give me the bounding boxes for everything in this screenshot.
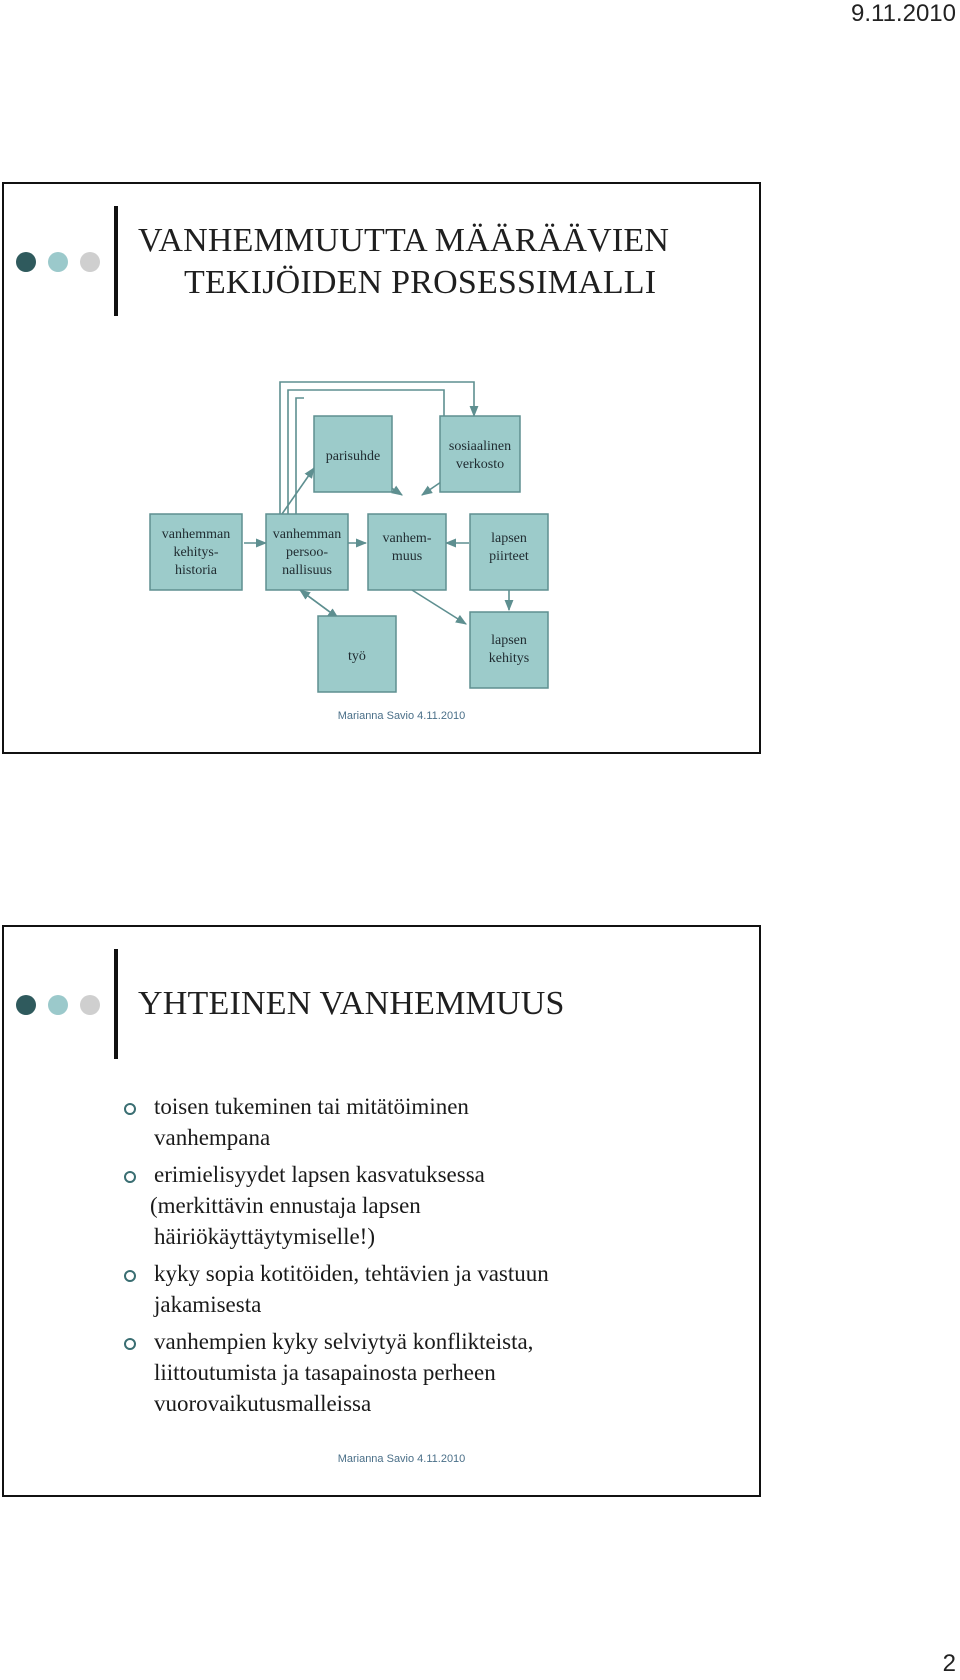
diagram-box-tyo — [318, 616, 396, 692]
svg-text:persoo-: persoo- — [286, 545, 328, 560]
list-item: toisen tukeminen tai mitätöiminen vanhempana — [154, 1091, 714, 1153]
slide-footer: Marianna Savio 4.11.2010 — [337, 1453, 466, 1465]
bullet-icon — [124, 1103, 136, 1115]
diagram-box-persoonallisuus — [266, 514, 348, 590]
light-dot-icon — [48, 995, 68, 1015]
svg-text:vanhemman: vanhemman — [161, 527, 231, 542]
svg-text:kehitys-: kehitys- — [173, 545, 219, 560]
svg-text:piirteet: piirteet — [489, 549, 529, 564]
svg-text:sosiaalinen: sosiaalinen — [448, 439, 512, 454]
svg-text:vanhem-: vanhem- — [382, 531, 432, 546]
dark-dot-icon — [16, 995, 36, 1015]
bullet-icon — [124, 1171, 136, 1183]
list-item: vanhempien kyky selviytyä konflikteista, liittoutumista ja tasapainosta perheen vuorovaikutusmalleissa — [154, 1326, 714, 1419]
title-line-2: TEKIJÖIDEN PROSESSIMALLI — [184, 264, 657, 301]
svg-text:nallisuus: nallisuus — [282, 563, 332, 578]
svg-text:kehitys: kehitys — [488, 651, 530, 666]
diagram-box-kehityshistoria — [150, 514, 242, 590]
list-item: erimielisyydet lapsen kasvatuksessa (merkittävin ennustaja lapsen häiriökäyttäytymiselle!) — [154, 1159, 714, 1252]
page-date: 9.11.2010 — [851, 0, 956, 27]
svg-text:muus: muus — [391, 549, 423, 564]
grey-dot-icon — [80, 995, 100, 1015]
diagram-box-lapsen-piirteet — [470, 514, 548, 590]
svg-text:lapsen: lapsen — [491, 633, 527, 648]
slide-shared-parenthood — [2, 925, 761, 1497]
slide-footer: Marianna Savio 4.11.2010 — [337, 710, 466, 722]
svg-text:työ: työ — [348, 649, 366, 664]
diagram-box-parisuhde — [314, 416, 392, 492]
bullet-note: (merkittävin ennustaja lapsen häiriökäyttäytymiselle!) — [150, 1193, 421, 1249]
diagram-box-sosiaalinen-verkosto — [440, 416, 520, 492]
diagram-box-vanhemmuus — [368, 514, 446, 590]
page-number: 2 — [942, 1650, 956, 1677]
bullet-list — [150, 1091, 714, 1425]
svg-text:parisuhde — [326, 449, 380, 464]
svg-text:vanhemman: vanhemman — [272, 527, 342, 542]
bullet-icon — [124, 1338, 136, 1350]
diagram-box-lapsen-kehitys — [470, 612, 548, 688]
svg-text:verkosto: verkosto — [455, 457, 505, 472]
slide-process-model — [2, 182, 761, 754]
process-model-diagram — [4, 184, 759, 752]
svg-text:historia: historia — [175, 563, 217, 578]
box-label: parisuhde — [325, 449, 381, 464]
title-divider — [114, 949, 118, 1059]
title-line-1: VANHEMMUUTTA MÄÄRÄÄVIEN — [138, 222, 670, 259]
svg-text:lapsen: lapsen — [491, 531, 527, 546]
list-item: kyky sopia kotitöiden, tehtävien ja vastuun jakamisesta — [154, 1258, 714, 1320]
bullet-icon — [124, 1270, 136, 1282]
slide-title: YHTEINEN VANHEMMUUS — [138, 985, 565, 1022]
